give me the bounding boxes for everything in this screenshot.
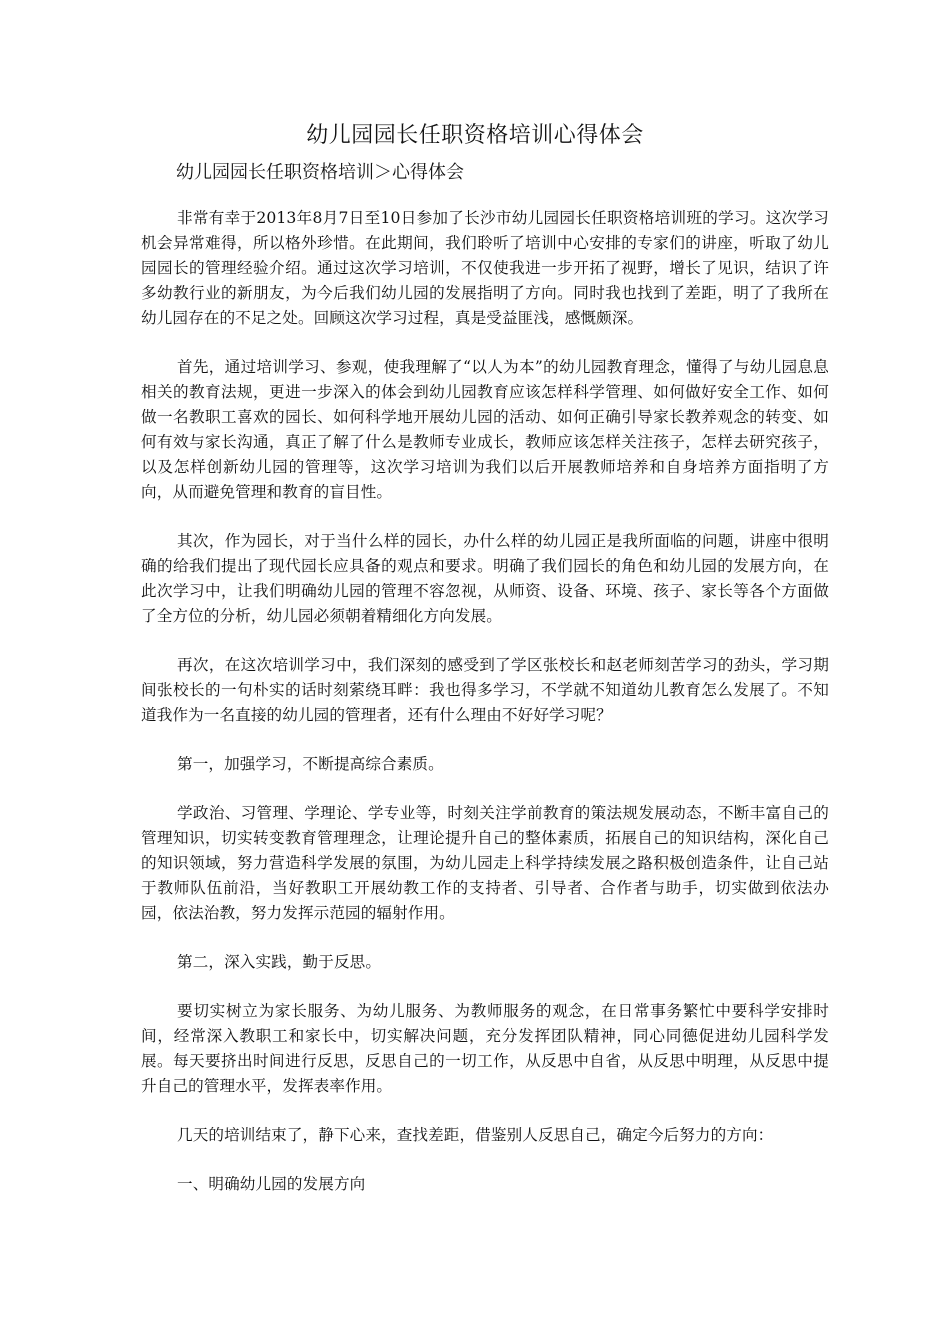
heading-section-one: 一、明确幼儿园的发展方向: [177, 1175, 366, 1193]
paragraph-point-two: 要切实树立为家长服务、为幼儿服务、为教师服务的观念，在日常事务繁忙中要科学安排时间，经常深入教职工和家长中，切实解决问题，充分发挥团队精神，同心同德促进幼儿园科学发展。每天要挤出时间进行反思，反思自己的一切工作，从反思中自省，从反思中明理，从反思中提升自己的管理水平，发挥表率作用。: [141, 1002, 829, 1095]
document-body: [141, 206, 829, 1221]
document-subtitle: 幼儿园园长任职资格培训＞心得体会: [176, 162, 464, 183]
paragraph-third: 再次，在这次培训学习中，我们深刻的感受到了学区张校长和赵老师刻苦学习的劲头，学习期间张校长的一句朴实的话时刻萦绕耳畔：我也得多学习，不学就不知道幼儿教育怎么发展了。不知道我作为一名直接的幼儿园的管理者，还有什么理由不好好学习呢？: [141, 656, 829, 724]
paragraph-conclusion: 几天的培训结束了，静下心来，查找差距，借鉴别人反思自己，确定今后努力的方向：: [177, 1126, 774, 1144]
document-title: 幼儿园园长任职资格培训心得体会: [306, 123, 644, 148]
paragraph-second: 其次，作为园长，对于当什么样的园长，办什么样的幼儿园正是我所面临的问题，讲座中很明确的给我们提出了现代园长应具备的观点和要求。明确了我们园长的角色和幼儿园的发展方向，在此次学习中，让我们明确幼儿园的管理不容忽视，从师资、设备、环境、孩子、家长等各个方面做了全方位的分析，幼儿园必须朝着精细化方向发展。: [141, 532, 829, 625]
paragraph-intro: 非常有幸于2013年8月7日至10日参加了长沙市幼儿园园长任职资格培训班的学习。这次学习机会异常难得，所以格外珍惜。在此期间，我们聆听了培训中心安排的专家们的讲座，听取了幼儿园园长的管理经验介绍。通过这次学习培训，不仅使我进一步开拓了视野，增长了见识，结识了许多幼教行业的新朋友，为今后我们幼儿园的发展指明了方向。同时我也找到了差距，明了了我所在幼儿园存在的不足之处。回顾这次学习过程，真是受益匪浅，感慨颇深。: [141, 209, 829, 327]
heading-point-one: 第一，加强学习，不断提高综合素质。: [177, 755, 444, 773]
paragraph-first: 首先，通过培训学习、参观，使我理解了“以人为本”的幼儿园教育理念，懂得了与幼儿园息息相关的教育法规，更进一步深入的体会到幼儿园教育应该怎样科学管理、如何做好安全工作、如何做一名教职工喜欢的园长、如何科学地开展幼儿园的活动、如何正确引导家长教养观念的转变、如何有效与家长沟通，真正了解了什么是教师专业成长，教师应该怎样关注孩子，怎样去研究孩子，以及怎样创新幼儿园的管理等，这次学习培训为我们以后开展教师培养和自身培养方面指明了方向，从而避免管理和教育的盲目性。: [141, 358, 829, 501]
heading-point-two: 第二，深入实践，勤于反思。: [177, 953, 382, 971]
paragraph-point-one: 学政治、习管理、学理论、学专业等，时刻关注学前教育的策法规发展动态，不断丰富自己的管理知识，切实转变教育管理理念，让理论提升自己的整体素质，拓展自己的知识结构，深化自己的知识领域，努力营造科学发展的氛围，为幼儿园走上科学持续发展之路积极创造条件，让自己站于教师队伍前沿，当好教职工开展幼教工作的支持者、引导者、合作者与助手，切实做到依法办园，依法治教，努力发挥示范园的辐射作用。: [141, 804, 829, 922]
